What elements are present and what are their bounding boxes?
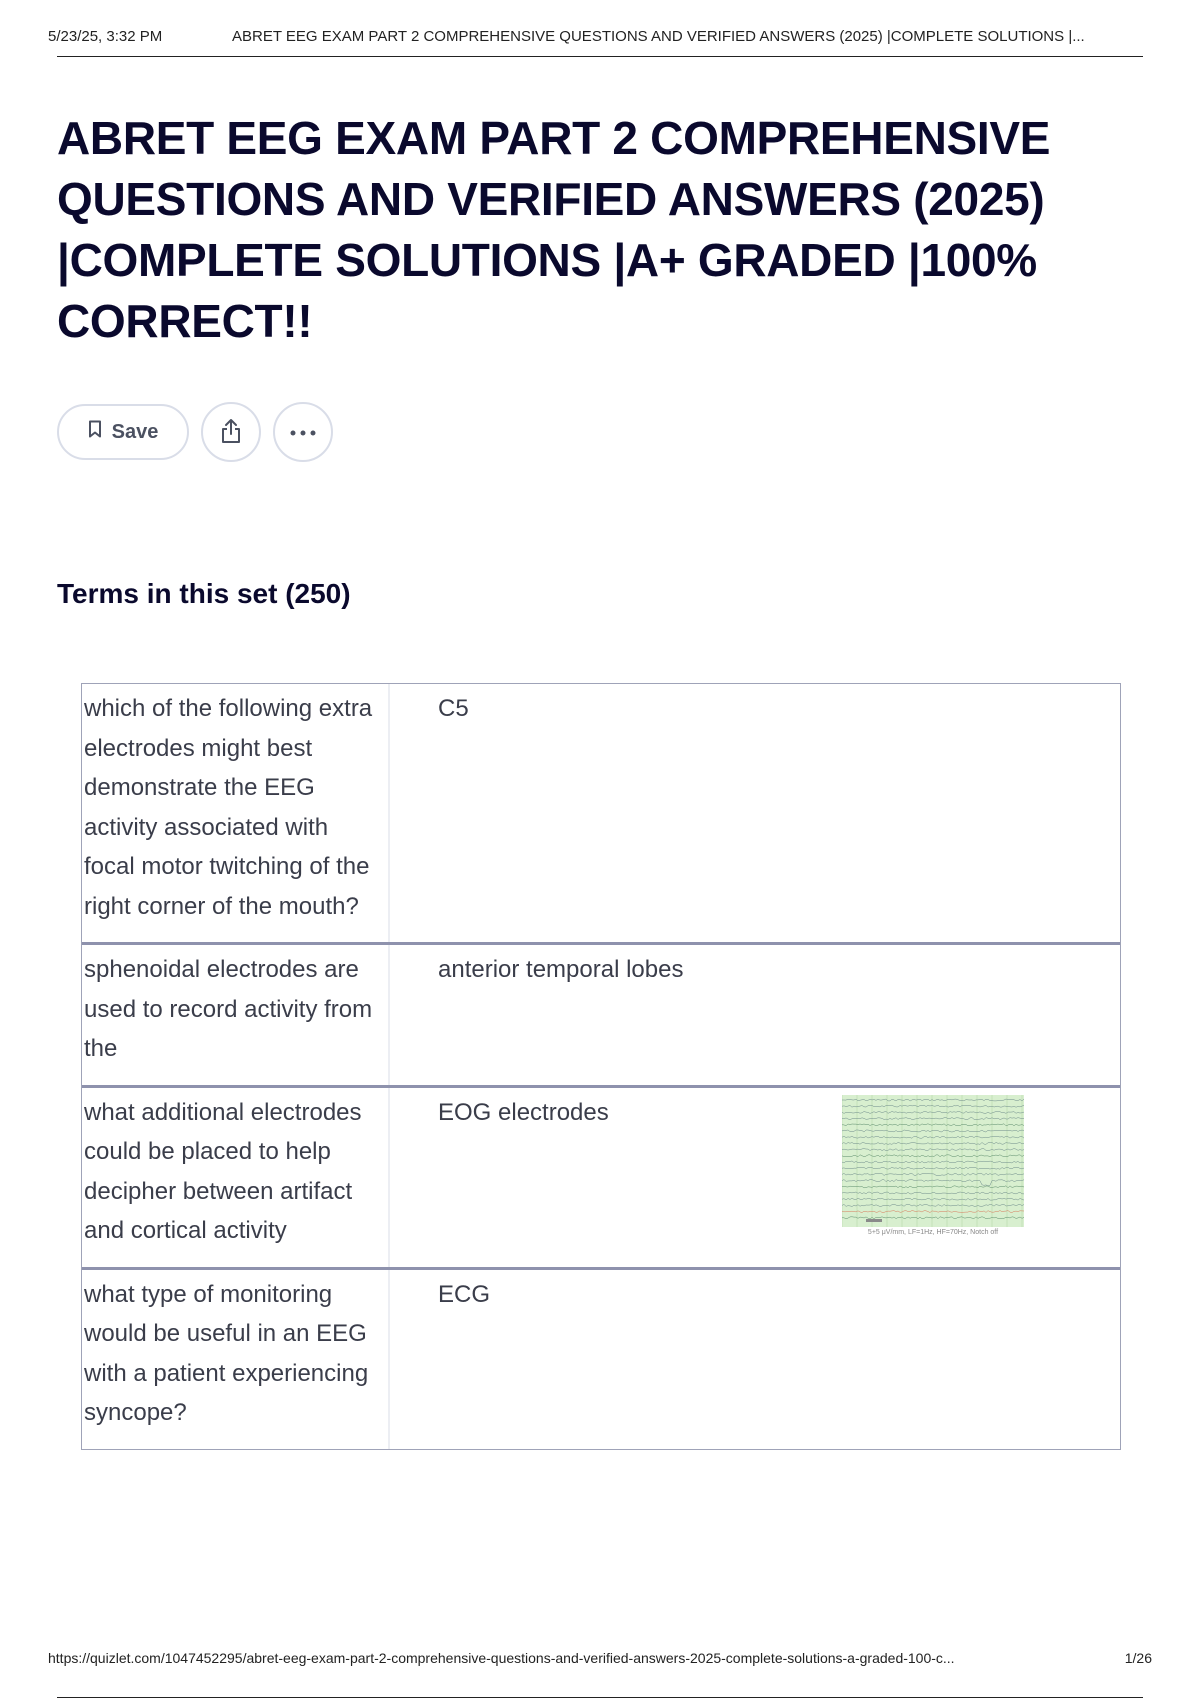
more-horizontal-icon xyxy=(289,425,317,440)
definition-text: C5 xyxy=(438,695,469,722)
term-text: what additional electrodes could be placed to help decipher between artifact and cortical activity xyxy=(82,1088,390,1267)
print-url: https://quizlet.com/1047452295/abret-eeg-exam-part-2-comprehensive-questions-and-verified-answers-2025-complete-solutions-a-graded-100-c... xyxy=(48,1650,955,1666)
terms-table xyxy=(81,683,1121,1450)
definition-text: ECG xyxy=(438,1280,491,1308)
eeg-background xyxy=(842,1095,1024,1227)
print-header xyxy=(48,28,1152,45)
print-datetime: 5/23/25, 3:32 PM xyxy=(48,28,163,45)
term-row xyxy=(82,1267,1120,1449)
action-bar xyxy=(57,404,333,462)
share-icon xyxy=(219,418,243,447)
share-button[interactable] xyxy=(201,402,261,462)
definition-text: anterior temporal lobes xyxy=(438,956,684,983)
eeg-image-caption: 5+5 μV/mm, LF=1Hz, HF=70Hz, Notch off xyxy=(867,1228,999,1236)
print-document-title: ABRET EEG EXAM PART 2 COMPREHENSIVE QUESTIONS AND VERIFIED ANSWERS (2025) |COMPLETE SOLUTIONS |... xyxy=(232,28,1085,45)
definition-cell xyxy=(390,684,1120,942)
footer-rule xyxy=(57,1697,1143,1698)
definition-text: EOG electrodes xyxy=(438,1098,609,1126)
more-options-button[interactable] xyxy=(273,402,333,462)
eeg-tracing-graphic xyxy=(842,1095,1024,1227)
term-row xyxy=(82,1085,1120,1267)
definition-cell xyxy=(390,1270,1120,1449)
term-row xyxy=(82,942,1120,1085)
term-row xyxy=(82,684,1120,942)
page-title: ABRET EEG EXAM PART 2 COMPREHENSIVE QUESTIONS AND VERIFIED ANSWERS (2025) |COMPLETE SOLUTIONS |A+ GRADED |100% CORRECT!! xyxy=(57,112,1051,347)
save-label: Save xyxy=(111,420,159,443)
term-text: sphenoidal electrodes are used to record activity from the xyxy=(82,945,390,1085)
bookmark-icon xyxy=(88,420,102,444)
definition-cell xyxy=(390,1088,1120,1267)
eeg-tracing-image[interactable] xyxy=(842,1095,1024,1251)
header-rule xyxy=(57,56,1143,57)
page-number: 1/26 xyxy=(1124,1650,1152,1666)
definition-cell xyxy=(390,945,1120,1085)
print-footer xyxy=(48,1650,1152,1666)
terms-heading: Terms in this set (250) xyxy=(57,578,351,609)
eeg-scale-bar xyxy=(866,1219,882,1222)
term-text: what type of monitoring would be useful in an EEG with a patient experiencing syncope? xyxy=(82,1270,390,1449)
save-button[interactable] xyxy=(57,404,189,460)
term-text: which of the following extra electrodes might best demonstrate the EEG activity associated with focal motor twitching of the right corner of the mouth? xyxy=(82,684,390,942)
